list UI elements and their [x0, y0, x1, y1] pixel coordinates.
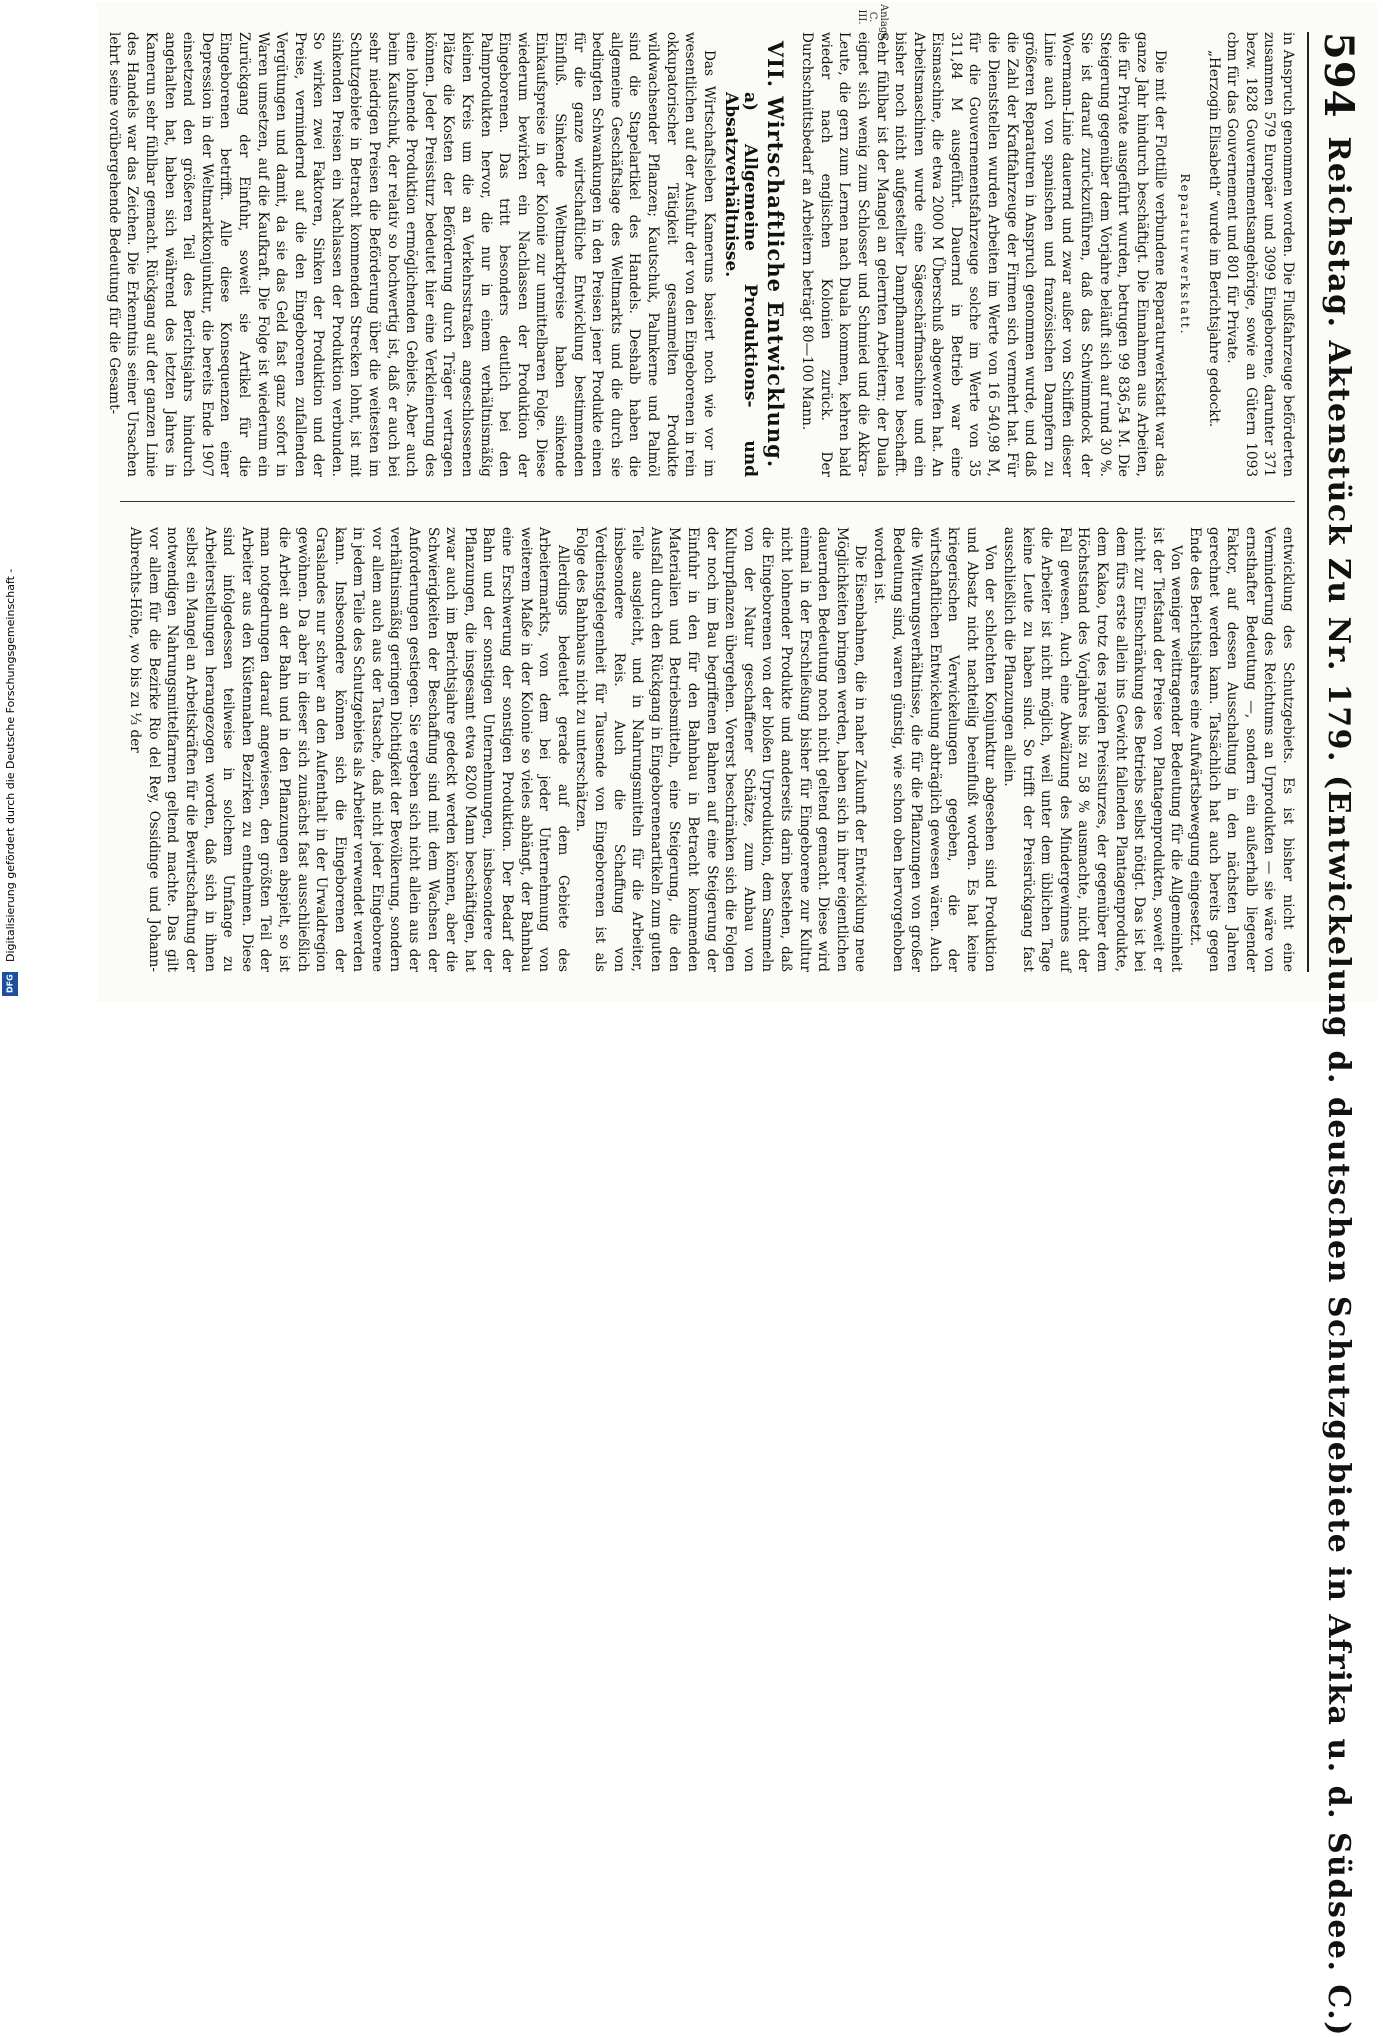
document-page	[97, 2, 1377, 2037]
text-column-left	[105, 32, 1297, 477]
paragraph: Die mit der Flottille verbundene Reparaturwerkstatt war das ganze Jahr hindurch beschäftigt. Die Einnahmen aus Arbeiten, die für Private ausgeführt wurden, betrugen 99 836,54 M. Die Steigerung gegenüber dem Vorjahre beläuft sich auf rund 30 %. Sie ist darauf zurückzuführen, daß das Schwimmdock der Woermann-Linie dauernd und zwar außer von Schiffen dieser Linie auch von spanischen und französischen Dampfern zu größeren Reparaturen in Anspruch genommen wurde, und daß die Zahl der Kraftfahrzeuge der Firmen sich vermehrt hat. Für die Dienststellen wurden Arbeiten im Werte von 16 540,98 M, für die Gouvernementsfahrzeuge solche im Werte von 35 311,84 M ausgeführt. Dauernd in Betrieb war eine Eismaschine, die etwa 2000 M Überschuß abgeworfen hat. An Arbeitsmaschinen wurde eine Sägeschärfmaschine und ein bisher noch nicht aufgestellter Dampfhammer neu beschafft. Sehr fühlbar ist der Mangel an gelernten Arbeitern; der Duala eignet sich wenig zum Schlosser und Schmied und die Akkra-Leute, die gern zum Lernen nach Duala kommen, kehren bald wieder nach englischen Kolonien zurück. Der Durchschnittsbedarf an Arbeitern beträgt 80—100 Mann.	[799, 32, 1169, 477]
margin-note: Anlage C. III.	[856, 4, 889, 40]
column-divider	[120, 501, 1295, 502]
digitization-credit	[0, 0, 22, 1000]
page-number: 594	[1315, 32, 1363, 119]
paragraph: entwicklung des Schutzgebiets. Es ist bisher nicht eine Verminderung des Reichtums an Urprodukten — sie wäre von ernsthafter Bedeutung —, sondern ein außerhalb liegender Faktor, auf dessen Ausschaltung in den nächsten Jahren gerechnet werden kann. Tatsächlich hat auch bereits gegen Ende des Berichtsjahres eine Aufwärtsbewegung eingesetzt.	[1187, 527, 1296, 972]
paragraph: Das Wirtschaftsleben Kameruns basiert noch wie vor im wesentlichen auf der Ausfuhr der von den Eingeborenen in rein okkupatorischer Tätigkeit gesammelten Produkte wildwachsender Pflanzen; Kautschuk, Palmkerne und Palmöl sind die Stapelartikel des Handels. Deshalb haben die allgemeine Geschäftslage des Weltmarkts und die durch sie bedingten Schwankungen in den Preisen jener Produkte einen für die ganze wirtschaftliche Entwicklung bestimmenden Einfluß. Sinkende Weltmarktpreise haben sinkende Einkaufspreise in der Kolonie zur unmittelbaren Folge. Diese wiederum bewirken ein Nachlassen der Produktion der Eingeborenen. Das tritt besonders deutlich bei den Palmprodukten hervor, die nur in einem verhältnismäßig kleinen Kreis um die an Verkehrsstraßen angeschlossenen Plätze die Kosten der Beförderung durch Träger vertragen können. Jeder Preissturz bedeutet hier eine Verkleinerung des eine lohnende Produktion ermöglichenden Gebiets. Aber auch beim Kautschuk, der relativ so hochwertig ist, daß er auch bei sehr niedrigen Preisen die Beförderung über die weitesten im Schutzgebiete in Betracht kommenden Strecken lohnt, ist mit sinkenden Preisen ein Nachlassen der Produktion verbunden. So wirken zwei Faktoren, Sinken der Produktion und der Preise, vermindernd auf die den Eingeborenen zufallenden Vergütungen und damit, da sie das Geld fast ganz sofort in Waren umsetzen, auf die Kaufkraft. Die Folge ist wiederum ein Zurückgang der Einfuhr, soweit sie Artikel für die Eingeborenen betrifft. Alle diese Konsequenzen einer Depression in der Weltmarktkonjunktur, die bereits Ende 1907 einsetzend den größeren Teil des Berichtsjahrs hindurch angehalten hat, haben sich während des letzten Jahres in Kamerun sehr fühlbar gemacht. Rückgang auf der ganzen Linie des Handels war das Zeichen. Die Erkenntnis seiner Ursachen lehrt seine vorübergehende Bedeutung für die Gesamt-	[105, 32, 717, 477]
text-column-right	[117, 527, 1297, 972]
credit-text: Digitalisierung gefördert durch die Deutsche Forschungsgemeinschaft -	[4, 568, 17, 962]
paragraph: in Anspruch genommen worden. Die Flußfahrzeuge beförderten zusammen 579 Europäer und 3099 Eingeborene, darunter 371 bezw. 1828 Gouvernementsangehörige, sowie an Gütern 1093 cbm für das Gouvernement und 801 für Private.	[1224, 32, 1296, 477]
chapter-heading: VII. Wirtschaftliche Entwicklung.	[762, 40, 788, 469]
paragraph: Die Eisenbahnen, die in naher Zukunft der Entwicklung neue Möglichkeiten bringen werden, haben sich in ihrer eigentlichen dauernden Bedeutung noch nicht geltend gemacht. Diese wird einmal in der Erschließung bisher für Eingeborene zur Kultur nicht lohnender Produkte und anderseits darin bestehen, daß die Eingeborenen von der bloßen Urproduktion, dem Sammeln von der Natur geschaffener Schätze, zum Anbau von Kulturpflanzen übergehen. Vorerst beschränken sich die Folgen der noch im Bau begriffenen Bahnen auf eine Steigerung der Einfuhr in den für den Bahnbau in Betracht kommenden Materialien und Betriebsmitteln, eine Steigerung, die den Ausfall durch den Rückgang in Eingeborenenartikeln zum guten Teile ausgleicht, und in Nahrungsmitteln für die Arbeiter, insbesondere Reis. Auch die Schaffung von Verdienstgelegenheit für Tausende von Eingeborenen ist als Folge des Bahnbaus nicht zu unterschätzen.	[573, 527, 869, 972]
paragraph: Von der schlechten Konjunktur abgesehen sind Produktion und Absatz nicht nachteilig beeinflußt worden. Es hat keine kriegerischen Verwickelungen gegeben, die der wirtschaftlichen Entwickelung abträglich gewesen wären. Auch die Witterungsverhältnisse, die für die Pflanzungen von großer Bedeutung sind, waren günstig, wie schon oben hervorgehoben worden ist.	[870, 527, 999, 972]
page-header	[1307, 32, 1369, 2037]
paragraph: „Herzogin Elisabeth“ wurde im Berichtsjahre gedockt.	[1205, 50, 1222, 428]
subheading: Reparaturwerkstatt.	[1178, 173, 1193, 336]
section-heading: a) Allgemeine Produktions- und Absatzverhältnisse.	[721, 92, 760, 477]
dfg-logo-icon: DFG	[2, 972, 18, 996]
paragraph: Von weniger weittragender Bedeutung für die Allgemeinheit ist der Tiefstand der Preise von Plantagenprodukten, soweit er nicht zur Einschränkung des Betriebs selbst nötigt. Das ist bei dem fürs erste allein ins Gewicht fallenden Plantagenprodukte, dem Kakao, trotz des rapiden Preissturzes, der gegenüber dem Höchststand des Vorjahres bis zu 58 % ausmachte, nicht der Fall gewesen. Auch eine Abwälzung des Mindergewinnes auf die Arbeiter ist nicht möglich, weil unter dem üblichen Tage keine Leute zu haben sind. So trifft der Preisrückgang fast ausschließlich die Pflanzungen allein.	[1001, 527, 1185, 972]
paragraph: Allerdings bedeutet gerade auf dem Gebiete des Arbeitermarkts, von dem bei jeder Unternehmung von weiterem Maße in der Kolonie so vieles abhängt, der Bahnbau eine Erschwerung der sonstigen Produktion. Der Bedarf der Bahn und der sonstigen Unternehmungen, insbesondere der Pflanzungen, die insgesamt etwa 8200 Mann beschäftigen, hat zwar auch im Berichtsjahre gedeckt werden können, aber die Schwierigkeiten der Beschaffung sind mit dem Wachsen der Anforderungen gestiegen. Sie ergeben sich nicht allein aus der verhältnismäßig geringen Dichtigkeit der Bevölkerung, sondern vor allem auch aus der Tatsache, daß nicht jeder Eingeborene in jedem Teile des Schutzgebiets als Arbeiter verwendet werden kann. Insbesondere können sich die Eingeborenen der Graslandes nur schwer an den Aufenthalt in der Urwaldregion gewöhnen. Da aber in dieser sich zunächst fast ausschließlich die Arbeit an der Bahn und in den Pflanzungen abspielt, so ist man notgedrungen darauf angewiesen, den größten Teil der Arbeiter aus den Küstennahen Bezirken zu entnehmen. Diese sind infolgedessen teilweise in solchem Umfange zu Arbeiterstellungen herangezogen worden, daß sich in ihnen selbst ein Mangel an Arbeitskräften für die Bewirtschaftung der notwendigen Nahrungsmittelfarmen geltend machte. Das gilt vor allem für die Bezirke Rio del Rey, Ossidinge und Johann-Albrechts-Höhe, wo bis zu ⅓ der	[127, 527, 571, 972]
running-title: Reichstag. Aktenstück Zu Nr. 179. (Entwickelung d. deutschen Schutzgebiete in Afrika u. d. Südsee. C.)	[1321, 136, 1357, 2037]
